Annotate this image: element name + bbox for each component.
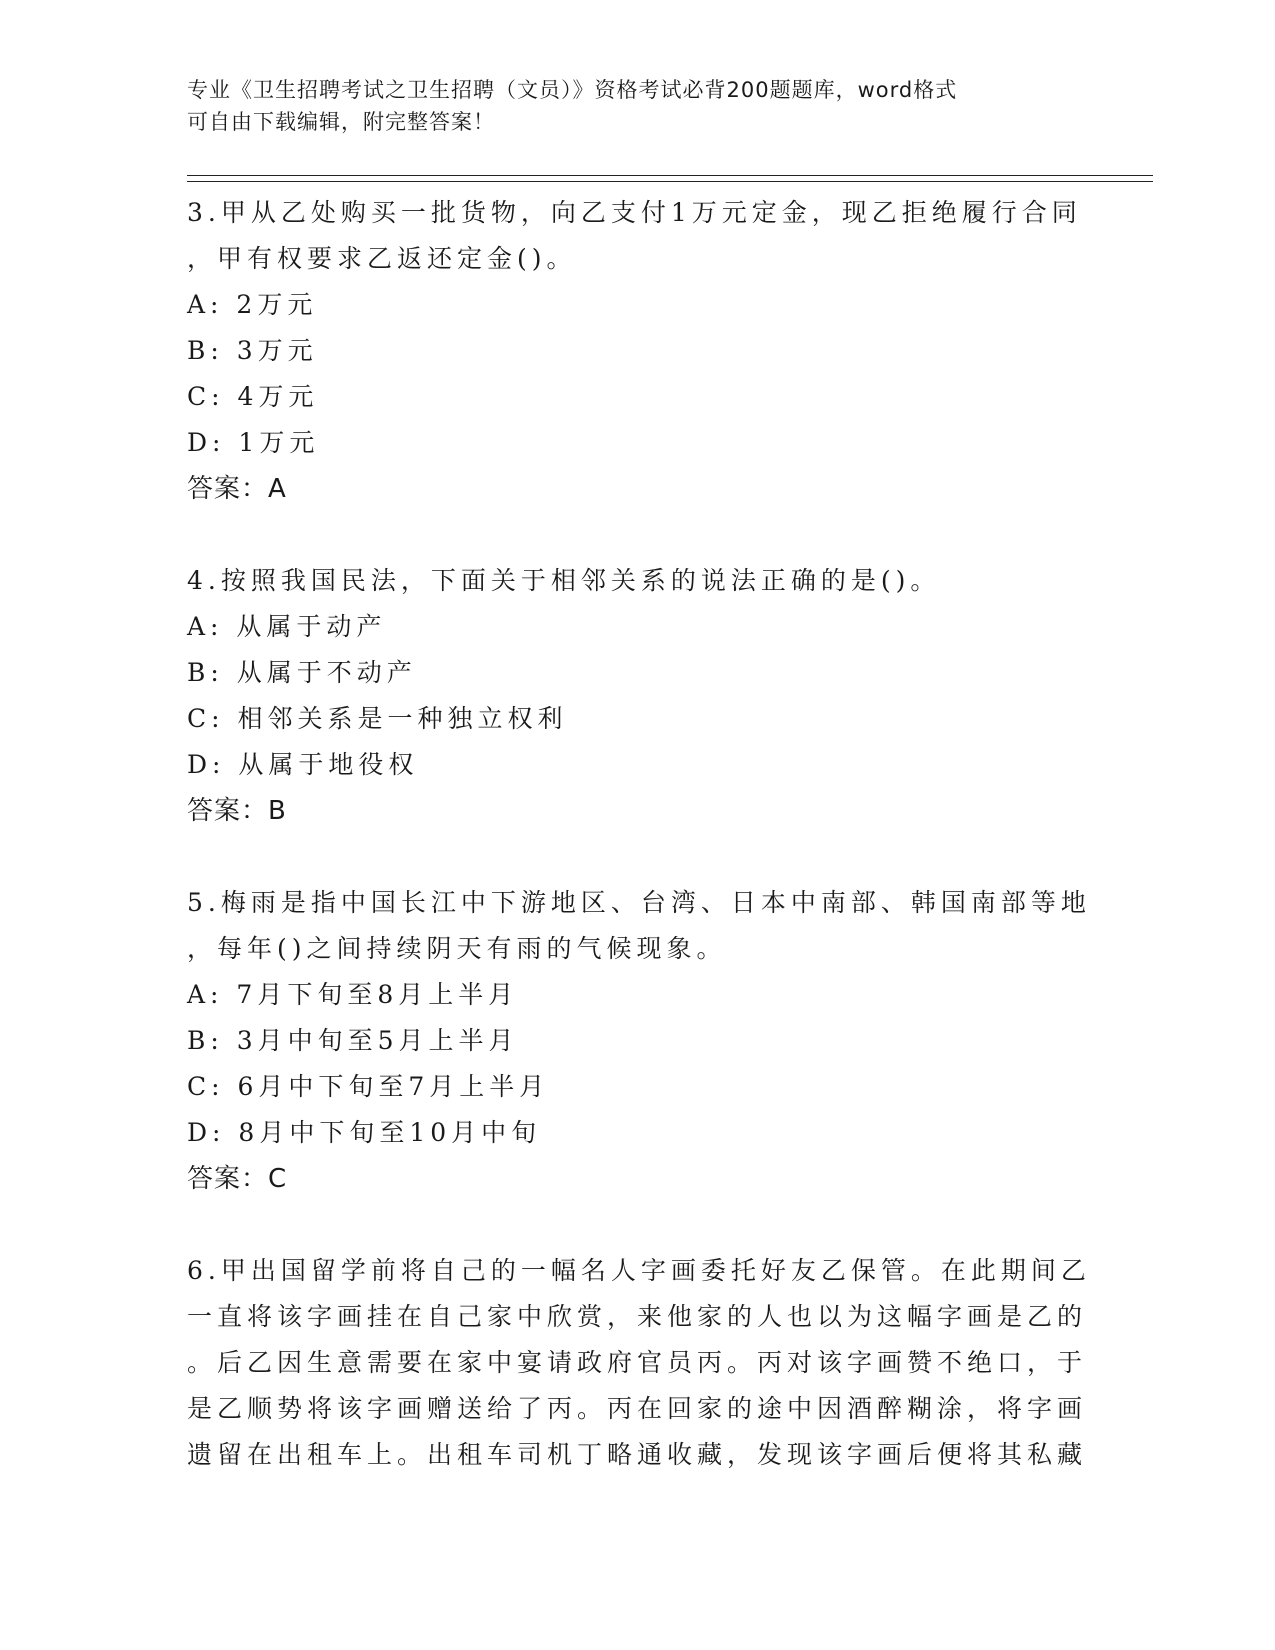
question-4 [187,558,1067,834]
header-divider-top [187,175,1153,176]
header-divider-bottom [187,181,1153,182]
option-d: D: 从属于地役权 [187,750,419,779]
option-d: D: 8月中下旬至10月中旬 [187,1118,542,1147]
header-line-1: 专业《卫生招聘考试之卫生招聘（文员）》资格考试必背200题题库，word格式 [187,78,958,102]
option-b: B: 3月中旬至5月上半月 [187,1026,519,1055]
option-a: A: 7月下旬至8月上半月 [187,980,519,1009]
question-stem: 。后乙因生意需要在家中宴请政府官员丙。丙对该字画赞不绝口，于 [187,1348,1088,1377]
option-c: C: 6月中下旬至7月上半月 [187,1072,550,1101]
option-a: A: 2万元 [187,290,318,319]
answer: 答案：B [187,796,287,826]
question-stem: 5.梅雨是指中国长江中下游地区、台湾、日本中南部、韩国南部等地 [187,888,1091,917]
question-stem: 6.甲出国留学前将自己的一幅名人字画委托好友乙保管。在此期间乙 [187,1256,1091,1285]
question-3 [187,190,1082,512]
option-b: B: 3万元 [187,336,318,365]
question-stem: 3.甲从乙处购买一批货物，向乙支付1万元定金，现乙拒绝履行合同 [187,198,1082,227]
question-stem: ，每年()之间持续阴天有雨的气候现象。 [187,934,727,963]
question-6 [187,1248,1091,1478]
option-c: C: 相邻关系是一种独立权利 [187,704,568,733]
question-stem: 4.按照我国民法，下面关于相邻关系的说法正确的是()。 [187,566,941,595]
question-stem: ，甲有权要求乙返还定金()。 [187,244,577,273]
option-b: B: 从属于不动产 [187,658,417,687]
question-5 [187,880,1091,1202]
question-stem: 遗留在出租车上。出租车司机丁略通收藏，发现该字画后便将其私藏 [187,1440,1088,1469]
answer: 答案：A [187,474,287,504]
option-c: C: 4万元 [187,382,319,411]
document-header [187,74,1057,138]
question-stem: 一直将该字画挂在自己家中欣赏，来他家的人也以为这幅字画是乙的 [187,1302,1088,1331]
option-a: A: 从属于动产 [187,612,387,641]
question-list [187,190,1091,1524]
header-line-2: 可自由下载编辑，附完整答案！ [187,110,495,134]
answer: 答案：C [187,1164,288,1194]
option-d: D: 1万元 [187,428,320,457]
question-stem: 是乙顺势将该字画赠送给了丙。丙在回家的途中因酒醉糊涂，将字画 [187,1394,1088,1423]
